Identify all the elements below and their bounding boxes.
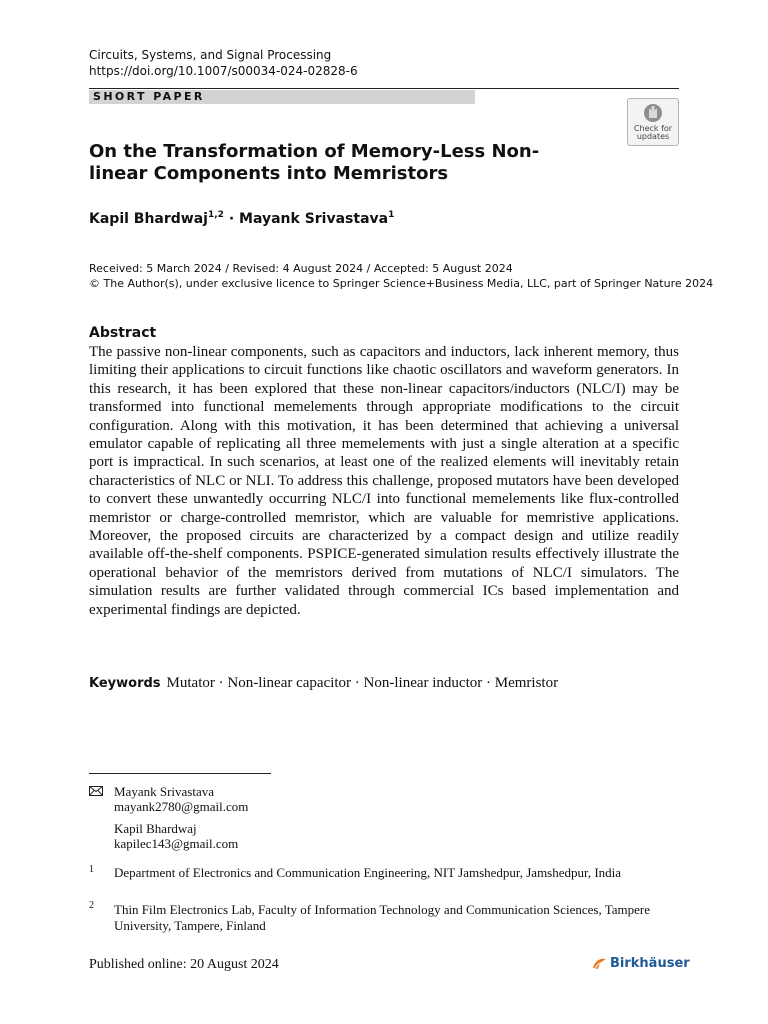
paper-type-label: SHORT PAPER — [93, 90, 205, 103]
check-for-updates-line1: Check for — [633, 124, 673, 133]
contact-author-email[interactable]: kapilec143@gmail.com — [114, 836, 239, 851]
author-separator: · — [228, 211, 235, 227]
author-list — [89, 206, 394, 228]
affiliation-text: Department of Electronics and Communication Engineering, NIT Jamshedpur, Jamshedpur, India — [114, 865, 622, 880]
abstract-heading: Abstract — [89, 325, 157, 341]
contact-author-name: Kapil Bhardwaj — [114, 821, 197, 836]
publisher-name: Birkhäuser — [610, 956, 690, 971]
author-name[interactable]: Kapil Bhardwaj — [89, 211, 208, 227]
author-affiliation-marker: 1,2 — [207, 210, 224, 220]
check-for-updates-badge[interactable] — [627, 98, 679, 146]
header-rule — [89, 88, 679, 89]
author-affiliation-marker: 1 — [388, 210, 395, 220]
check-for-updates-icon — [641, 102, 665, 124]
check-for-updates-line2: updates — [636, 132, 670, 141]
doi-link[interactable]: https://doi.org/10.1007/s00034-024-02828-6 — [89, 64, 358, 78]
corresponding-author-name: Mayank Srivastava — [114, 784, 215, 799]
publication-dates: Received: 5 March 2024 / Revised: 4 August 2024 / Accepted: 5 August 2024 — [89, 262, 513, 275]
keywords-label: Keywords — [89, 676, 161, 691]
check-for-updates-text — [628, 125, 678, 141]
footnote-rule — [89, 773, 271, 774]
abstract-text: The passive non-linear components, such as capacitors and inductors, lack inherent memory, thus limiting their applications to circuit functions like chaotic oscillators and waveform generators. In this research, it has been explored that these non-linear capacitors/inductors (NLC/I) may be transformed into functional memelements through appropriate modifications to the circuit configuration. Along with this motivation, it has been determined that achieving a universal emulator capable of replicating all three memelements with just a single alteration at a specific port is impractical. In such scenarios, at least one of the realized elements will inevitably retain characteristics of NLC or NLI. To address this challenge, proposed mutators have been developed to convert these unwantedly occurring NLC/I into functional memelements like flux-controlled memristor or charge-controlled memristor, which are valuable for memristive applications. Moreover, the proposed circuits are characterized by a compact design and utilize readily available off-the-shelf components. PSPICE-generated simulation results effectively illustrate the operational behavior of the memristors derived from mutations of NLC/I simulators. The simulation results are further validated through commercial ICs based implementation and experimental findings are depicted. — [89, 344, 679, 618]
affiliation-number: 2 — [89, 900, 94, 911]
author-name[interactable]: Mayank Srivastava — [239, 211, 389, 227]
affiliation-number: 1 — [89, 864, 94, 875]
corresponding-author-email[interactable]: mayank2780@gmail.com — [114, 799, 249, 814]
published-online-date: Published online: 20 August 2024 — [89, 957, 279, 972]
keywords-list: Mutator · Non-linear capacitor · Non-linear inductor · Memristor — [166, 675, 559, 691]
keywords — [89, 674, 558, 693]
journal-name: Circuits, Systems, and Signal Processing — [89, 48, 332, 62]
copyright-notice: © The Author(s), under exclusive licence to Springer Science+Business Media, LLC, part of Springer Nature 2024 — [89, 277, 714, 290]
birkhauser-logo-icon — [592, 957, 607, 970]
affiliation-text: Thin Film Electronics Lab, Faculty of Information Technology and Communication Sciences, Tampere University, Tampere, Finland — [114, 902, 650, 933]
paper-title: On the Transformation of Memory-Less Non-linear Components into Memristors — [89, 141, 540, 184]
envelope-icon — [89, 786, 103, 796]
